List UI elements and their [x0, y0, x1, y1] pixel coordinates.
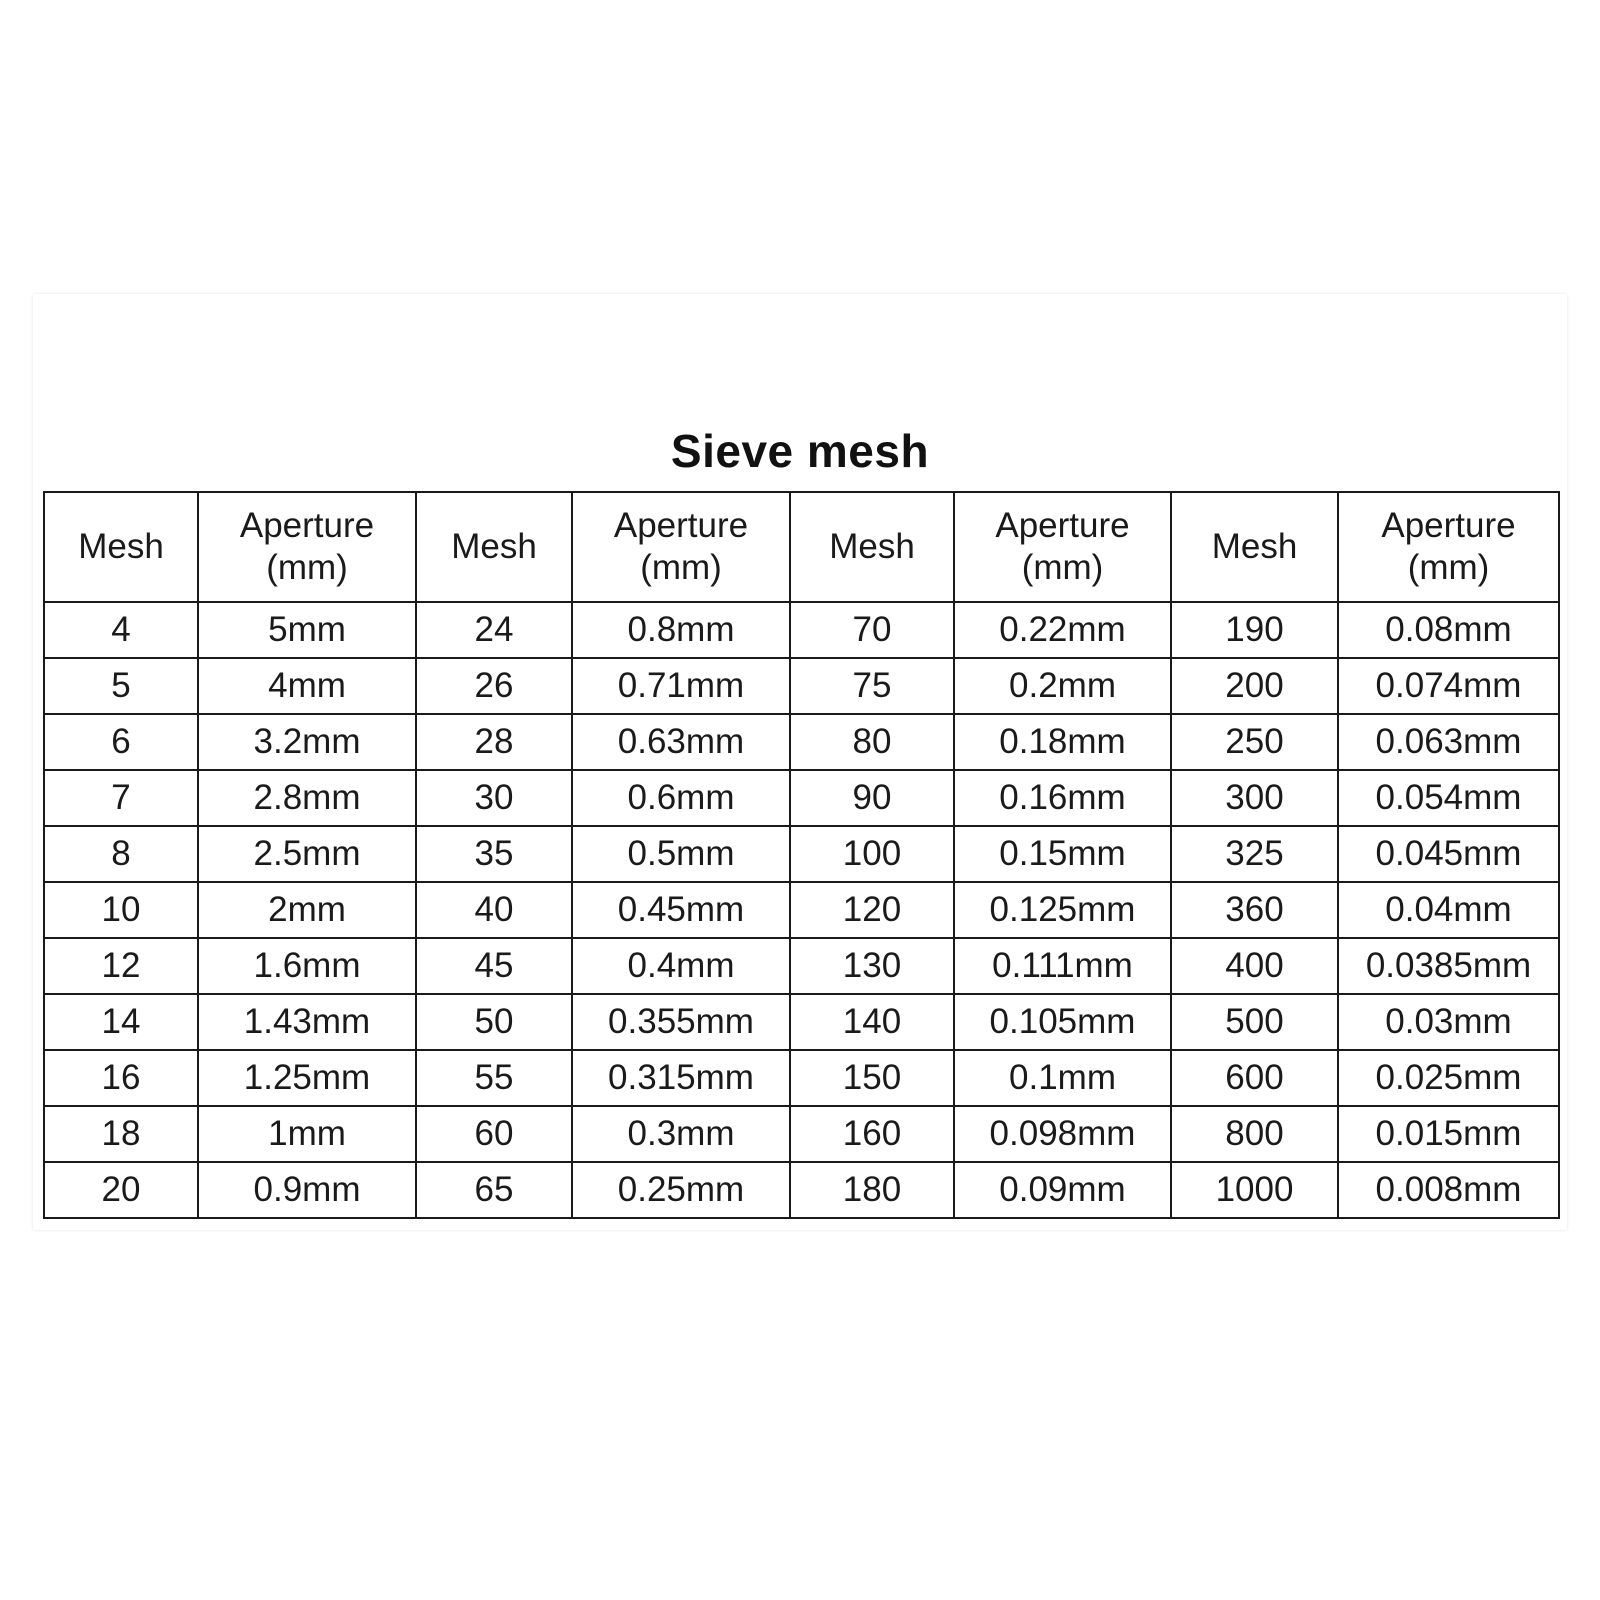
header-label: Mesh: [829, 527, 915, 566]
mesh-cell: 120: [790, 882, 954, 938]
table-row: [44, 1162, 1559, 1218]
table-row: [44, 770, 1559, 826]
table-row: [44, 938, 1559, 994]
mesh-cell: 65: [416, 1162, 572, 1218]
aperture-cell: 0.25mm: [572, 1162, 790, 1218]
mesh-cell: 50: [416, 994, 572, 1050]
header-label: Aperture: [613, 506, 749, 545]
mesh-cell: 140: [790, 994, 954, 1050]
mesh-cell: 160: [790, 1106, 954, 1162]
header-label: Mesh: [78, 527, 164, 566]
mesh-cell: 200: [1171, 658, 1338, 714]
aperture-cell: 0.045mm: [1338, 826, 1559, 882]
aperture-cell: 0.015mm: [1338, 1106, 1559, 1162]
mesh-cell: 250: [1171, 714, 1338, 770]
table-row: [44, 714, 1559, 770]
aperture-cell: 0.3mm: [572, 1106, 790, 1162]
mesh-cell: 800: [1171, 1106, 1338, 1162]
mesh-cell: 325: [1171, 826, 1338, 882]
aperture-cell: 0.09mm: [954, 1162, 1171, 1218]
table-row: [44, 826, 1559, 882]
aperture-cell: 0.71mm: [572, 658, 790, 714]
aperture-cell: 0.0385mm: [1338, 938, 1559, 994]
aperture-cell: 0.125mm: [954, 882, 1171, 938]
table-row: [44, 882, 1559, 938]
header-mesh: [44, 492, 198, 602]
sieve-mesh-table: [43, 491, 1560, 1219]
mesh-cell: 75: [790, 658, 954, 714]
mesh-cell: 130: [790, 938, 954, 994]
mesh-cell: 35: [416, 826, 572, 882]
aperture-cell: 0.315mm: [572, 1050, 790, 1106]
aperture-cell: 3.2mm: [198, 714, 416, 770]
table-row: [44, 658, 1559, 714]
header-label: Mesh: [451, 527, 537, 566]
aperture-cell: 4mm: [198, 658, 416, 714]
header-label: Aperture: [239, 506, 375, 545]
header-unit: (mm): [266, 548, 348, 587]
header-aperture: [198, 492, 416, 602]
header-label: Mesh: [1211, 527, 1298, 566]
aperture-cell: 0.1mm: [954, 1050, 1171, 1106]
aperture-cell: 0.4mm: [572, 938, 790, 994]
mesh-cell: 500: [1171, 994, 1338, 1050]
header-label: Aperture: [1381, 506, 1516, 545]
table-row: [44, 1106, 1559, 1162]
aperture-cell: 1.6mm: [198, 938, 416, 994]
aperture-cell: 0.2mm: [954, 658, 1171, 714]
aperture-cell: 0.63mm: [572, 714, 790, 770]
aperture-cell: 0.04mm: [1338, 882, 1559, 938]
header-unit: (mm): [1021, 548, 1104, 587]
aperture-cell: 0.008mm: [1338, 1162, 1559, 1218]
aperture-cell: 0.9mm: [198, 1162, 416, 1218]
aperture-cell: 0.8mm: [572, 602, 790, 658]
mesh-cell: 90: [790, 770, 954, 826]
header-mesh: [416, 492, 572, 602]
mesh-cell: 400: [1171, 938, 1338, 994]
aperture-cell: 5mm: [198, 602, 416, 658]
aperture-cell: 2.8mm: [198, 770, 416, 826]
mesh-cell: 190: [1171, 602, 1338, 658]
mesh-cell: 45: [416, 938, 572, 994]
header-unit: (mm): [1407, 548, 1490, 587]
aperture-cell: 2mm: [198, 882, 416, 938]
table-row: [44, 602, 1559, 658]
mesh-cell: 7: [44, 770, 198, 826]
mesh-cell: 4: [44, 602, 198, 658]
header-mesh: [1171, 492, 1338, 602]
aperture-cell: 1mm: [198, 1106, 416, 1162]
header-row: [44, 492, 1559, 602]
mesh-cell: 80: [790, 714, 954, 770]
mesh-cell: 180: [790, 1162, 954, 1218]
aperture-cell: 0.5mm: [572, 826, 790, 882]
header-aperture: [572, 492, 790, 602]
header-unit: (mm): [640, 548, 722, 587]
mesh-cell: 600: [1171, 1050, 1338, 1106]
mesh-cell: 8: [44, 826, 198, 882]
mesh-cell: 150: [790, 1050, 954, 1106]
table-row: [44, 994, 1559, 1050]
aperture-cell: 0.105mm: [954, 994, 1171, 1050]
page-title: Sieve mesh: [670, 425, 930, 477]
mesh-cell: 55: [416, 1050, 572, 1106]
mesh-cell: 70: [790, 602, 954, 658]
mesh-cell: 6: [44, 714, 198, 770]
mesh-cell: 10: [44, 882, 198, 938]
mesh-cell: 100: [790, 826, 954, 882]
aperture-cell: 1.25mm: [198, 1050, 416, 1106]
aperture-cell: 0.074mm: [1338, 658, 1559, 714]
mesh-cell: 5: [44, 658, 198, 714]
header-aperture: [954, 492, 1171, 602]
aperture-cell: 0.15mm: [954, 826, 1171, 882]
mesh-cell: 28: [416, 714, 572, 770]
mesh-cell: 40: [416, 882, 572, 938]
header-aperture: [1338, 492, 1559, 602]
aperture-cell: 0.22mm: [954, 602, 1171, 658]
aperture-cell: 1.43mm: [198, 994, 416, 1050]
aperture-cell: 0.08mm: [1338, 602, 1559, 658]
aperture-cell: 0.03mm: [1338, 994, 1559, 1050]
mesh-cell: 60: [416, 1106, 572, 1162]
mesh-cell: 18: [44, 1106, 198, 1162]
table-row: [44, 1050, 1559, 1106]
mesh-cell: 360: [1171, 882, 1338, 938]
aperture-cell: 0.098mm: [954, 1106, 1171, 1162]
mesh-cell: 1000: [1171, 1162, 1338, 1218]
aperture-cell: 0.111mm: [954, 938, 1171, 994]
aperture-cell: 0.18mm: [954, 714, 1171, 770]
mesh-cell: 12: [44, 938, 198, 994]
mesh-cell: 30: [416, 770, 572, 826]
mesh-cell: 20: [44, 1162, 198, 1218]
aperture-cell: 0.063mm: [1338, 714, 1559, 770]
aperture-cell: 0.45mm: [572, 882, 790, 938]
aperture-cell: 0.054mm: [1338, 770, 1559, 826]
mesh-cell: 14: [44, 994, 198, 1050]
header-label: Aperture: [995, 506, 1130, 545]
mesh-cell: 16: [44, 1050, 198, 1106]
aperture-cell: 2.5mm: [198, 826, 416, 882]
aperture-cell: 0.355mm: [572, 994, 790, 1050]
header-mesh: [790, 492, 954, 602]
mesh-cell: 300: [1171, 770, 1338, 826]
mesh-cell: 26: [416, 658, 572, 714]
mesh-cell: 24: [416, 602, 572, 658]
aperture-cell: 0.6mm: [572, 770, 790, 826]
aperture-cell: 0.16mm: [954, 770, 1171, 826]
aperture-cell: 0.025mm: [1338, 1050, 1559, 1106]
